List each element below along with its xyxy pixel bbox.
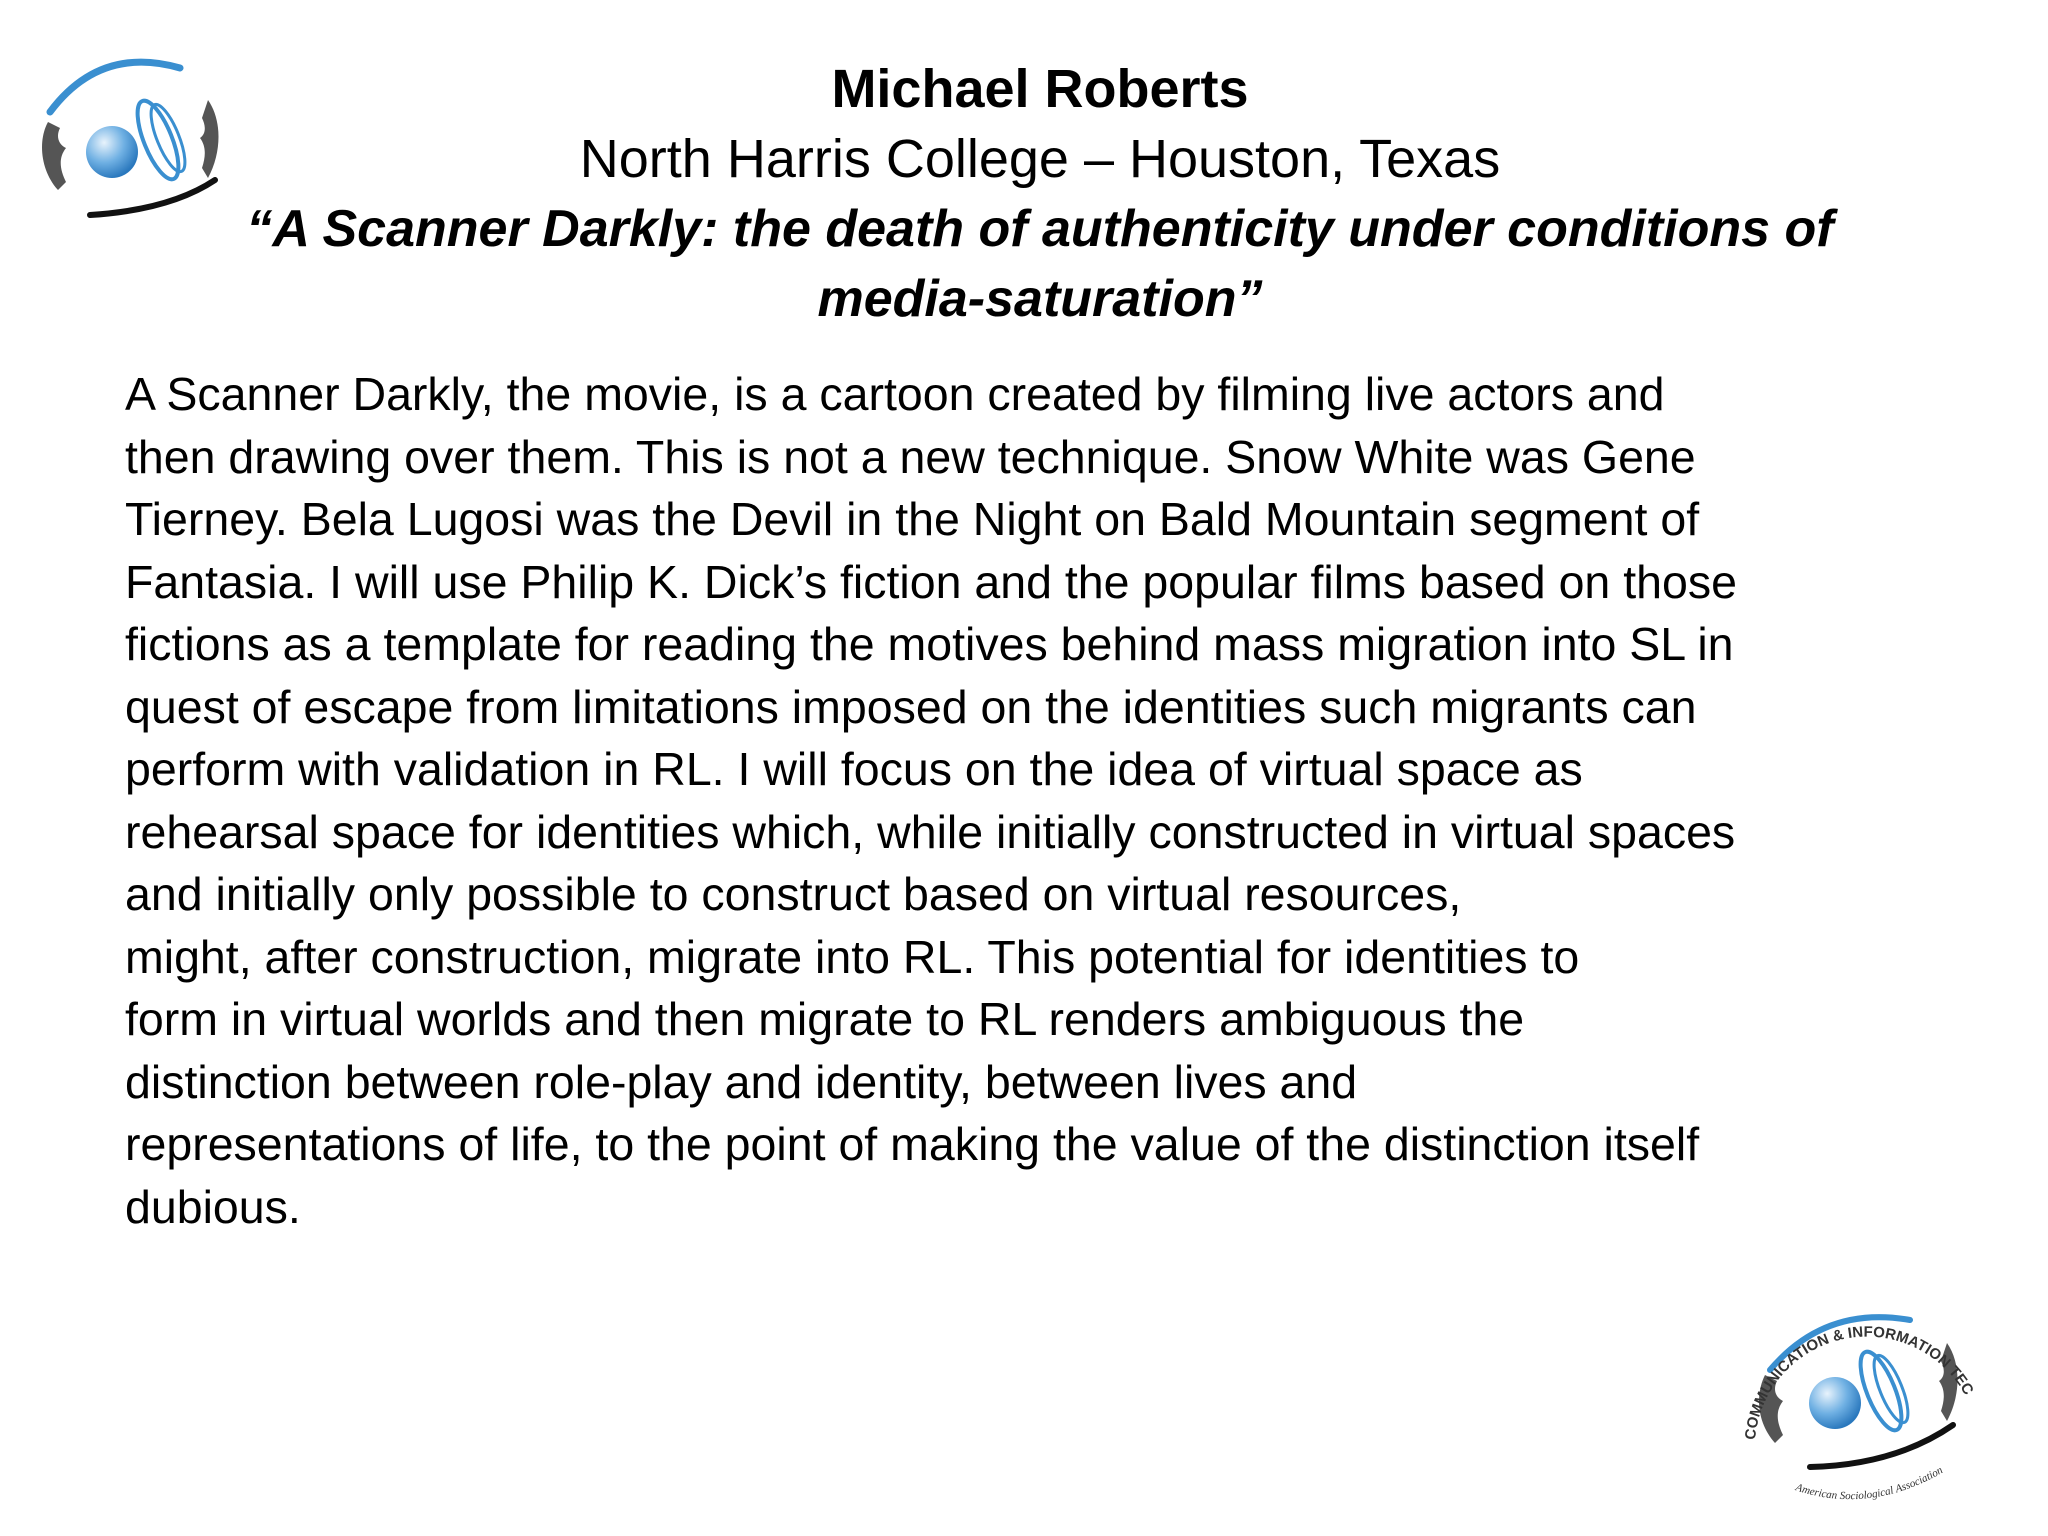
abstract-line: and initially only possible to construct based on virtual resources, [125,868,1462,920]
abstract-line: A Scanner Darkly, the movie, is a cartoon created by filming live actors and [125,368,1665,420]
abstract-line: fictions as a template for reading the motives behind mass migration into SL in [125,618,1734,670]
abstract-text [125,363,1955,1238]
emblem-ring-text-bottom: American Sociological Association [1794,1464,1945,1503]
paper-title [150,194,1930,334]
cit-logo-bottom [1715,1255,2005,1515]
abstract-line: form in virtual worlds and then migrate to RL renders ambiguous the [125,993,1525,1045]
abstract-line: rehearsal space for identities which, while initially constructed in virtual spaces [125,805,1736,858]
abstract-line: quest of escape from limitations imposed on the identities such migrants can [125,680,1697,733]
cit-emblem-logo-icon [1715,1255,2005,1515]
abstract-line: then drawing over them. This is not a new technique. Snow White was Gene [125,430,1696,483]
header [150,54,1930,334]
paper-title-line-1: “A Scanner Darkly: the death of authenticity under conditions of [246,200,1834,258]
abstract-line: Fantasia. I will use Philip K. Dick’s fiction and the popular films based on those [125,555,1737,608]
author-affiliation: North Harris College – Houston, Texas [579,129,1501,189]
abstract-line: representations of life, to the point of making the value of the distinction itself [125,1118,1700,1170]
abstract-line: might, after construction, migrate into RL. This potential for identities to [125,930,1580,983]
author-name: Michael Roberts [831,59,1249,119]
abstract-line: perform with validation in RL. I will focus on the idea of virtual space as [125,743,1583,795]
abstract-line: dubious. [125,1180,301,1233]
paper-title-line-2: media-saturation” [817,270,1263,328]
emblem-ring-text-top: COMMUNICATION & INFORMATION TEC [1741,1323,1977,1441]
abstract-line: distinction between role-play and identity, between lives and [125,1055,1358,1108]
abstract-line: Tierney. Bela Lugosi was the Devil in the Night on Bald Mountain segment of [125,493,1700,545]
